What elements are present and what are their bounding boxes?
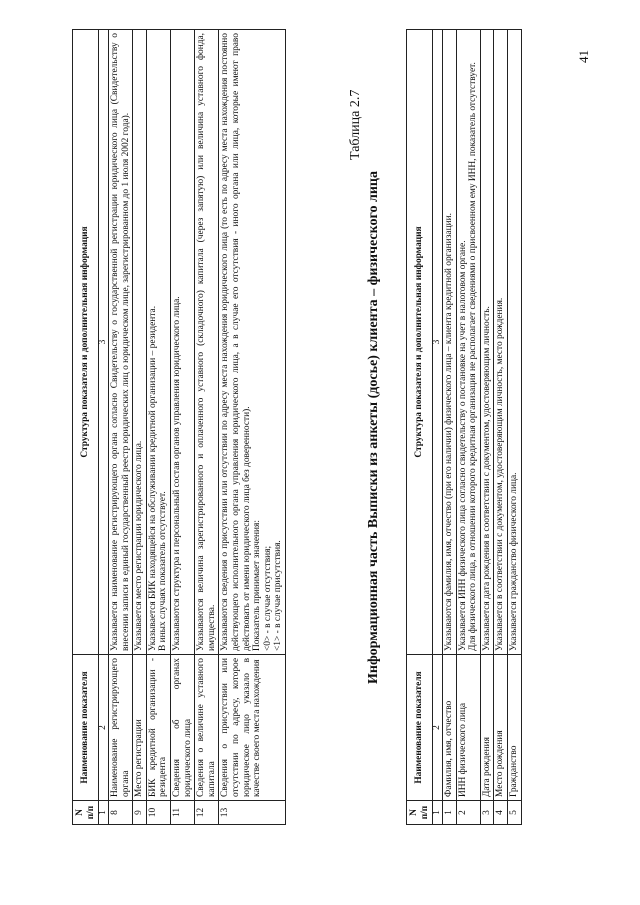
section-title: Информационная часть Выписки из анкеты (досье) клиента – физического лица <box>366 171 381 685</box>
row-indicator-name: Место регистрации <box>133 655 147 801</box>
row-structure: Указываются структура и персональный состав органов управления юридического лица. <box>170 30 194 655</box>
column-number: 3 <box>99 30 109 655</box>
row-number: 5 <box>507 801 521 825</box>
row-structure: Указывается дата рождения в соответствии с документом, удостоверяющим личность. <box>480 30 494 655</box>
table-row <box>170 30 194 825</box>
row-number: 9 <box>133 801 147 825</box>
row-indicator-name: Гражданство <box>507 655 521 801</box>
row-structure: Указывается наименование регистрирующего органа согласно Свидетельству о государственной регистрации юридического лица (Свидетельству о внесении записи в единый государственный реестр юридических лиц о юридическом лице, зарегистрированном до 1 июля 2002 года). <box>109 30 133 655</box>
row-structure: Указывается ИНН физического лица согласно свидетельству о постановке на учет в налоговом органе. Для физического лица, в отношении которого кредитная организация не располагает сведениями о присвоенном ему ИНН, показатель отсутствует. <box>456 30 480 655</box>
row-indicator-name: БИК кредитной организации - резидента <box>146 655 170 801</box>
row-number: 3 <box>480 801 494 825</box>
table-caption: Таблица 2.7 <box>348 89 363 160</box>
row-indicator-name: Сведения об органах юридического лица <box>170 655 194 801</box>
table-row <box>219 30 286 825</box>
row-number: 1 <box>443 801 457 825</box>
row-number: 2 <box>456 801 480 825</box>
legal-entity-info-table <box>72 29 286 825</box>
header-number: N п/п <box>73 801 99 825</box>
row-number: 11 <box>170 801 194 825</box>
page-number: 41 <box>576 50 591 63</box>
table-row <box>146 30 170 825</box>
table-row <box>195 30 219 825</box>
column-number: 1 <box>433 801 443 825</box>
row-structure: Указывается гражданство физического лица. <box>507 30 521 655</box>
table-row <box>109 30 133 825</box>
row-structure: Указываются сведения о присутствии или отсутствии по адресу места нахождения юридического лица (то есть по адресу места нахождения постоянно действующего исполнительного органа управления юридического лица, а в случае его отсутствия - иного органа или лица, которые имеют право действовать от имени юридического лица без доверенности). Показатель принимает значения: <0> - в случае отсутствия; <1> - в случае присутствия. <box>219 30 286 655</box>
row-indicator-name: ИНН физического лица <box>456 655 480 801</box>
row-number: 8 <box>109 801 133 825</box>
table-row <box>133 30 147 825</box>
table-row <box>480 30 494 825</box>
column-number: 3 <box>433 30 443 655</box>
header-indicator-name: Наименование показателя <box>407 655 433 801</box>
row-number: 13 <box>219 801 286 825</box>
column-number: 1 <box>99 801 109 825</box>
header-indicator-name: Наименование показателя <box>73 655 99 801</box>
row-structure: Указывается в соответствии с документом, удостоверяющим личность, место рождения. <box>494 30 508 655</box>
header-structure: Структура показателя и дополнительная информация <box>407 30 433 655</box>
row-structure: Указываются величина зарегистрированного и оплаченного уставного (складочного) капитала (через запятую) или величина уставного фонда, имущества. <box>195 30 219 655</box>
table-row <box>507 30 521 825</box>
individual-info-table <box>406 29 522 825</box>
row-number: 10 <box>146 801 170 825</box>
table-row <box>494 30 508 825</box>
row-indicator-name: Наименование регистрирующего органа <box>109 655 133 801</box>
row-structure: Указываются фамилия, имя, отчество (при его наличии) физического лица – клиента кредитной организации. <box>443 30 457 655</box>
row-indicator-name: Сведения о величине уставного капитала <box>195 655 219 801</box>
table-row <box>456 30 480 825</box>
column-number: 2 <box>433 655 443 801</box>
header-structure: Структура показателя и дополнительная информация <box>73 30 99 655</box>
row-indicator-name: Сведения о присутствии или отсутствии по адресу, которое юридическое лицо указало в качестве своего места нахождения <box>219 655 286 801</box>
row-structure: Указывается место регистрации юридического лица. <box>133 30 147 655</box>
table-row <box>443 30 457 825</box>
header-number: N п/п <box>407 801 433 825</box>
row-indicator-name: Дата рождения <box>480 655 494 801</box>
row-number: 4 <box>494 801 508 825</box>
row-indicator-name: Место рождения <box>494 655 508 801</box>
column-number: 2 <box>99 655 109 801</box>
row-structure: Указывается БИК находящейся на обслуживании кредитной организации – резидента. В иных случаях показатель отсутствует. <box>146 30 170 655</box>
row-number: 12 <box>195 801 219 825</box>
row-indicator-name: Фамилия, имя, отчество <box>443 655 457 801</box>
